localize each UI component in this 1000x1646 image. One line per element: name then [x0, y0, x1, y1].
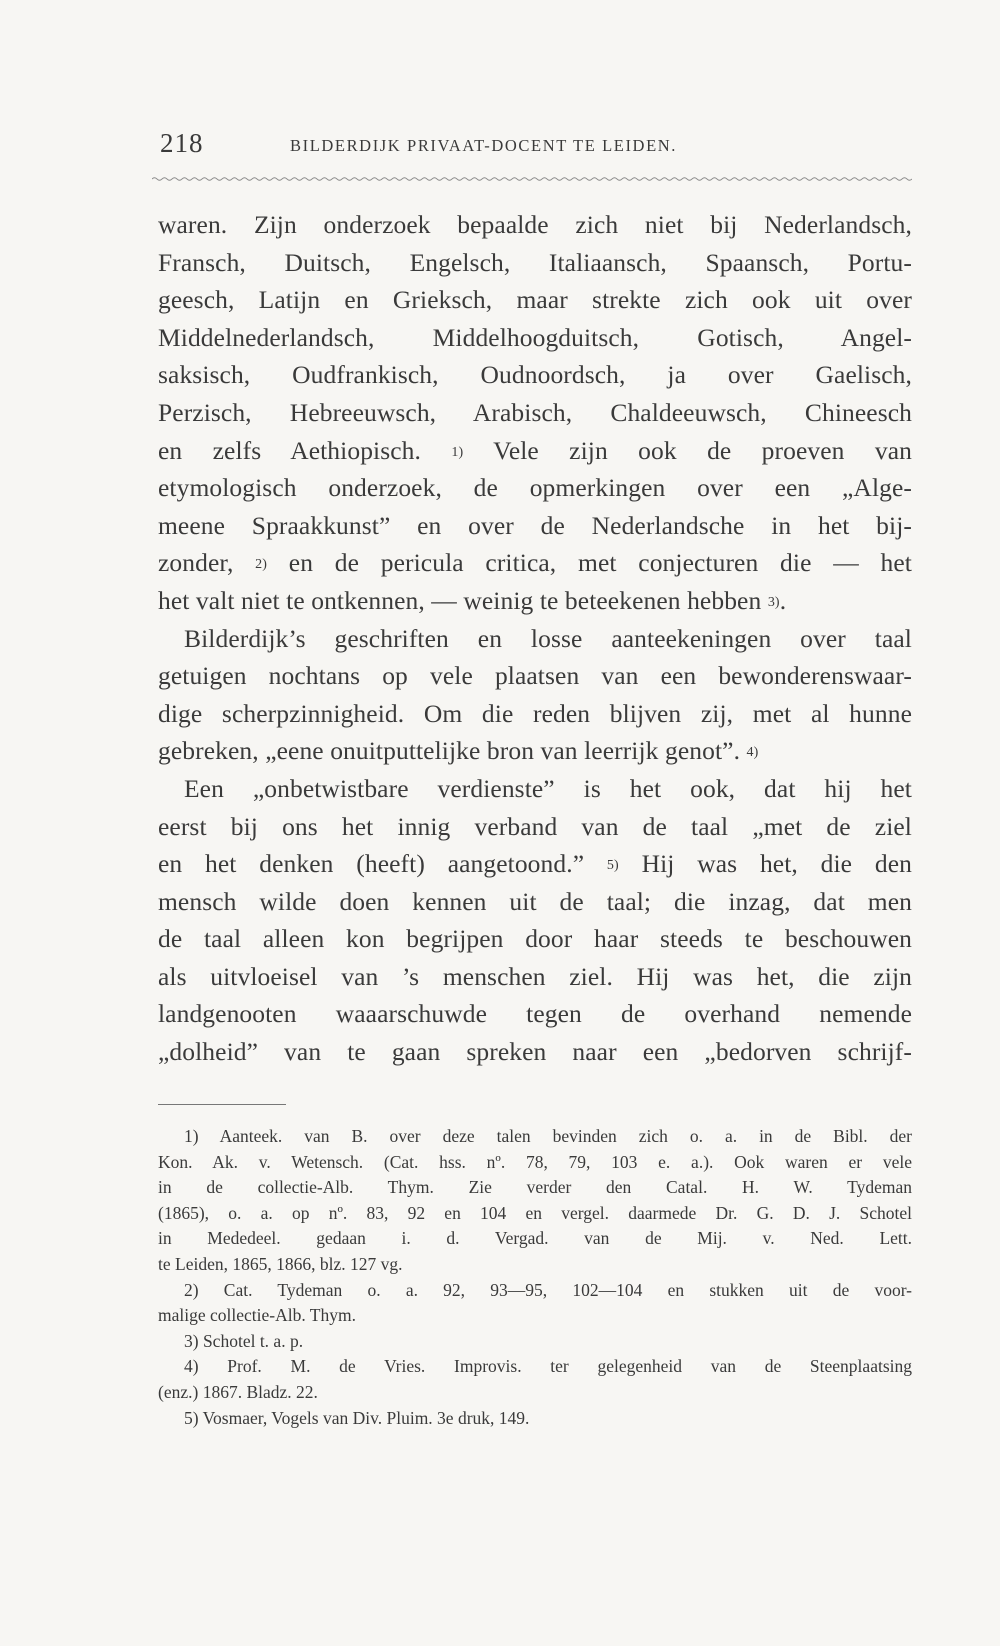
- text-line: Bilderdijk’s geschriften en losse aanteekeningen over taal: [184, 623, 912, 653]
- text-line: Een „onbetwistbare verdienste” is het ook, dat hij het: [184, 773, 912, 803]
- text-line: saksisch, Oudfrankisch, Oudnoordsch, ja over Gaelisch,: [158, 360, 912, 390]
- page-header: [160, 128, 912, 158]
- footnote-ref: 3): [767, 594, 780, 610]
- text-segment: Hij was het, die den: [641, 849, 912, 879]
- text-line: [158, 582, 912, 620]
- footnote-line: in de collectie-Alb. Thym. Zie verder den Catal. H. W. Tydeman: [158, 1177, 912, 1198]
- text-line: getuigen nochtans op vele plaatsen van een bewonderenswaar-: [158, 661, 912, 691]
- footnote-line: (1865), o. a. op nº. 83, 92 en 104 en vergel. daarmede Dr. G. D. J. Schotel: [158, 1202, 912, 1223]
- text-line: waren. Zijn onderzoek bepaalde zich niet bij Nederlandsch,: [158, 210, 912, 239]
- text-segment: Vele zijn ook de proeven van: [493, 435, 912, 465]
- body-text: [158, 206, 912, 1071]
- running-head: BILDERDIJK PRIVAAT-DOCENT TE LEIDEN.: [290, 136, 677, 155]
- footnotes: [158, 1124, 912, 1431]
- text-segment: en zelfs Aethiopisch.: [158, 435, 421, 465]
- footnote-ref: 5): [606, 858, 619, 874]
- text-line: [158, 732, 912, 770]
- text-segment: gebreken, „eene onuitputtelijke bron van leerrijk genot”.: [158, 736, 741, 766]
- text-line: Middelnederlandsch, Middelhoogduitsch, Gotisch, Angel-: [158, 322, 912, 352]
- header-wavy-rule: [152, 176, 912, 182]
- text-segment: het valt niet te ontkennen, — weinig te beteekenen hebben: [158, 585, 762, 615]
- text-line: de taal alleen kon begrijpen door haar steeds te beschouwen: [158, 924, 912, 954]
- footnote-line: 1) Aanteek. van B. over deze talen bevinden zich o. a. in de Bibl. der: [184, 1126, 912, 1146]
- text-segment: zonder,: [158, 548, 234, 578]
- text-segment: .: [779, 585, 787, 615]
- text-segment: en het denken (heeft) aangetoond.”: [158, 849, 585, 879]
- text-line: als uitvloeisel van ’s menschen ziel. Hij was het, die zijn: [158, 961, 912, 991]
- footnote-ref: 1): [451, 444, 464, 460]
- footnote-separator: [158, 1104, 286, 1105]
- text-line: landgenooten waaarschuwde tegen de overhand nemende: [158, 999, 912, 1029]
- footnote-line: 3) Schotel t. a. p.: [184, 1330, 304, 1351]
- footnote-line: Kon. Ak. v. Wetensch. (Cat. hss. nº. 78, 79, 103 e. a.). Ook waren er vele: [158, 1151, 912, 1172]
- text-line: dige scherpzinnigheid. Om die reden blijven zij, met al hunne: [158, 698, 912, 728]
- text-line: etymologisch onderzoek, de opmerkingen over een „Alge-: [158, 473, 912, 503]
- text-line: Fransch, Duitsch, Engelsch, Italiaansch, Spaansch, Portu-: [158, 247, 912, 277]
- footnote-line: 4) Prof. M. de Vries. Improvis. ter gelegenheid van de Steenplaatsing: [184, 1356, 912, 1377]
- footnote-line: te Leiden, 1865, 1866, blz. 127 vg.: [158, 1253, 403, 1274]
- text-line: [158, 845, 912, 883]
- text-segment: en de pericula critica, met conjecturen die — het: [288, 548, 912, 578]
- footnote-ref: 2): [255, 557, 268, 573]
- page-number: 218: [160, 128, 204, 158]
- text-line: Perzisch, Hebreeuwsch, Arabisch, Chaldeeuwsch, Chineesch: [158, 397, 912, 427]
- footnote-line: 2) Cat. Tydeman o. a. 92, 93—95, 102—104 en stukken uit de voor-: [184, 1279, 912, 1300]
- text-line: [158, 544, 912, 582]
- text-line: [158, 432, 912, 470]
- text-line: mensch wilde doen kennen uit de taal; die inzag, dat men: [158, 886, 912, 916]
- text-line: eerst bij ons het innig verband van de taal „met de ziel: [158, 811, 912, 841]
- footnote-line: (enz.) 1867. Bladz. 22.: [158, 1381, 318, 1402]
- footnote-line: malige collectie-Alb. Thym.: [158, 1305, 356, 1326]
- footnote-line: in Mededeel. gedaan i. d. Vergad. van de Mij. v. Ned. Lett.: [158, 1228, 912, 1249]
- text-line: meene Spraakkunst” en over de Nederlandsche in het bij-: [158, 510, 912, 540]
- text-line: geesch, Latijn en Grieksch, maar strekte zich ook uit over: [158, 285, 912, 315]
- text-line: „dolheid” van te gaan spreken naar een „bedorven schrijf-: [158, 1037, 912, 1067]
- footnote-ref: 4): [746, 745, 759, 761]
- footnote-line: 5) Vosmaer, Vogels van Div. Pluim. 3e druk, 149.: [184, 1407, 530, 1428]
